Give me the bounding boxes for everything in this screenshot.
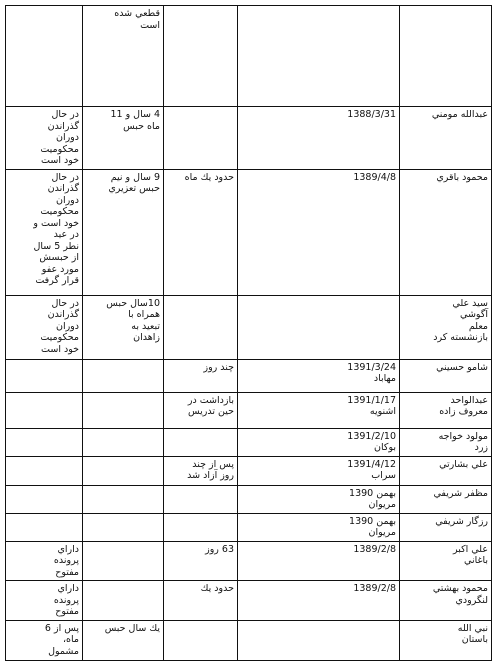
name-cell: محمود بهشتي لنگرودي [400,581,492,621]
sentence-cell: 4 سال و 11 ماه حبس [83,107,164,170]
detention-cell: بازداشت در حين تدريس [164,392,238,428]
detention-cell [164,428,238,456]
status-cell: داراي پرونده مفتوح [6,581,83,621]
status-cell: در حال گذراندن دوران محكوميت خود است [6,107,83,170]
detention-cell [164,295,238,359]
status-cell [6,513,83,541]
date-cell [238,6,400,107]
date-cell [238,295,400,359]
status-cell: داراي پرونده مفتوح [6,541,83,581]
name-cell: علي بشارتي [400,456,492,485]
table-row [6,169,492,295]
detention-cell: حدود يك ماه [164,169,238,295]
sentence-cell: 10سال حبس همراه با تبعيد به زاهدان [83,295,164,359]
name-cell [400,6,492,107]
records-table [5,5,492,661]
table-row [6,107,492,170]
date-cell: بهمن 1390 مريوان [238,485,400,513]
date-cell: 1389/2/8 [238,581,400,621]
table-row [6,541,492,581]
status-cell [6,359,83,392]
detention-cell [164,485,238,513]
sentence-cell: قطعي شده است [83,6,164,107]
date-cell: بهمن 1390 مريوان [238,513,400,541]
name-cell: محمود باقري [400,169,492,295]
date-cell: 1389/4/8 [238,169,400,295]
sentence-cell [83,541,164,581]
table-row [6,428,492,456]
date-cell: 1391/4/12 سراب [238,456,400,485]
name-cell: مظفر شريفي [400,485,492,513]
status-cell: در حال گذراندن دوران محكوميت خود است [6,295,83,359]
detention-cell [164,620,238,660]
sentence-cell [83,428,164,456]
status-cell [6,392,83,428]
status-cell [6,456,83,485]
status-cell [6,428,83,456]
table-row [6,485,492,513]
table-row [6,456,492,485]
date-cell: 1389/2/8 [238,541,400,581]
name-cell: علي اكبر باغاني [400,541,492,581]
date-cell: 1388/3/31 [238,107,400,170]
table-row [6,581,492,621]
table-row [6,359,492,392]
sentence-cell [83,485,164,513]
sentence-cell [83,392,164,428]
table-row [6,513,492,541]
name-cell: شامو حسيني [400,359,492,392]
name-cell: نبي الله باستان [400,620,492,660]
status-cell [6,6,83,107]
document-page [5,5,491,657]
detention-cell [164,513,238,541]
sentence-cell [83,456,164,485]
detention-cell: 63 روز [164,541,238,581]
detention-cell: پس از چند روز آزاد شد [164,456,238,485]
sentence-cell: 9 سال و نيم حبس تعزيري [83,169,164,295]
date-cell [238,620,400,660]
name-cell: سيد علي آگوشي معلم بازنشسته كرد [400,295,492,359]
sentence-cell [83,513,164,541]
name-cell: عبدالله مومني [400,107,492,170]
detention-cell: حدود يك [164,581,238,621]
date-cell: 1391/1/17 اشنويه [238,392,400,428]
table-row [6,6,492,107]
name-cell: عبدالواحد معروف زاده [400,392,492,428]
detention-cell [164,6,238,107]
status-cell: پس از 6 ماه، مشمول [6,620,83,660]
records-table-body [6,6,492,661]
detention-cell [164,107,238,170]
name-cell: مولود خواجه زرد [400,428,492,456]
sentence-cell [83,359,164,392]
status-cell [6,485,83,513]
sentence-cell [83,581,164,621]
table-row [6,295,492,359]
status-cell: در حال گذراندن دوران محكوميت خود است و در عيد نطر 5 سال از حبسش مورد عفو قرار گرفت [6,169,83,295]
detention-cell: چند روز [164,359,238,392]
date-cell: 1391/3/24 مهاباد [238,359,400,392]
date-cell: 1391/2/10 بوكان [238,428,400,456]
sentence-cell: يك سال حبس [83,620,164,660]
name-cell: رزگار شريفي [400,513,492,541]
table-row [6,620,492,660]
table-row [6,392,492,428]
